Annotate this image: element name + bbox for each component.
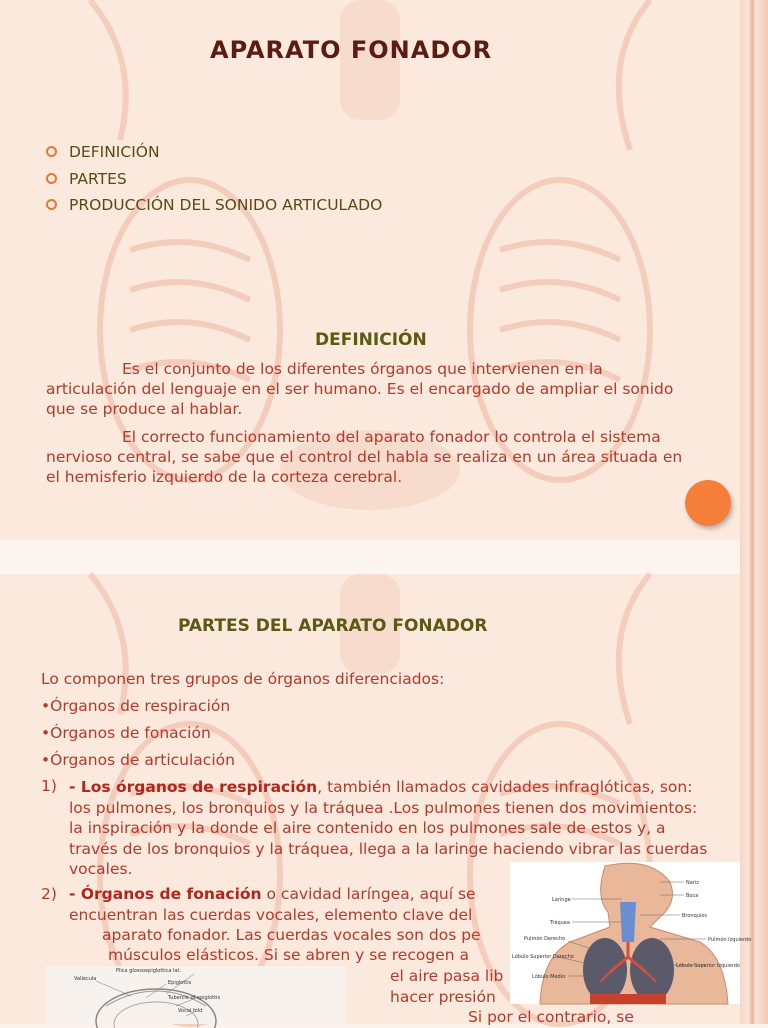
diagram-label: Lóbulo Medio [532, 974, 566, 980]
parts-intro: Lo componen tres grupos de órganos diferenciados: [41, 670, 445, 688]
diagram-label: Tráquea [550, 920, 570, 926]
diagram-label: Vocal fold [178, 1008, 203, 1014]
diagram-label: Lóbulo Superior Izquierdo [676, 963, 740, 969]
phonation-term: - Órganos de fonación [69, 885, 262, 903]
diagram-label: Pulmón Derecho [524, 936, 566, 942]
diagram-label: Lóbulo Superior Derecho [512, 954, 574, 960]
phonation-line: el aire pasa lib [390, 967, 504, 985]
phonation-line: músculos elásticos. Si se abren y se recogen a [108, 946, 469, 964]
group-item: •Órganos de fonación [41, 724, 211, 742]
diagram-label: Boca [686, 893, 699, 899]
larynx-diagram [46, 966, 346, 1024]
respiration-paragraph: - Los órganos de respiración, también llamados cavidades infraglóticas, son: los pulmones, los bronquios y la tráquea .Los pulmones tienen dos movimientos: la inspiración y la donde el aire contenido en los pulmones sale de estos y, a través de los bronquios y la tráquea, llega a la laringe haciendo vibrar las cuerdas vocales. [69, 778, 708, 878]
diagram-label: Tubercle of epiglottis [168, 995, 221, 1001]
bullet-ring-icon [46, 173, 57, 184]
definition-heading: DEFINICIÓN [315, 330, 427, 350]
parts-heading: PARTES DEL APARATO FONADOR [178, 616, 488, 636]
item-number: 1) [41, 777, 57, 795]
diagram-label: Epiglottis [168, 980, 192, 986]
bullet-ring-icon [46, 199, 57, 210]
larynx-diagram-svg [46, 966, 346, 1024]
phonation-line: aparato fonador. Las cuerdas vocales son dos pe [102, 926, 481, 944]
phonation-line: encuentran las cuerdas vocales, elemento clave del [69, 906, 473, 924]
group-item: •Órganos de articulación [41, 751, 235, 769]
respiration-term: - Los órganos de respiración [69, 778, 318, 796]
definition-paragraph: Es el conjunto de los diferentes órganos que intervienen en la articulación del lenguaje en el ser humano. Es el encargado de ampliar el sonido que se produce al hablar. [46, 360, 674, 418]
respiratory-diagram-svg [510, 862, 752, 1004]
definition-paragraph: El correcto funcionamiento del aparato fonador lo controla el sistema nervioso central, se sabe que el control del habla se realiza en un área situada en el hemisferio izquierdo de la corteza cerebral. [46, 428, 683, 486]
phonation-line: - Órganos de fonación o cavidad laríngea, aquí se [69, 885, 476, 903]
orange-circle-decoration [685, 480, 731, 526]
respiratory-system-diagram [510, 862, 752, 1004]
diagram-label: Bronquios [682, 913, 707, 919]
group-item: •Órganos de respiración [41, 697, 231, 715]
item-number: 2) [41, 885, 57, 903]
bullet-ring-icon [46, 146, 57, 157]
diagram-label: Vallecula [74, 976, 97, 982]
slide-title: APARATO FONADOR [210, 36, 493, 64]
right-decorative-stripe [740, 0, 768, 1024]
diagram-label: Pulmón Izquierdo [708, 937, 752, 943]
phonation-line: hacer presión [390, 988, 496, 1006]
diagram-label: Laringe [552, 897, 571, 903]
diagram-label: Plica glossoepiglottica lat. [116, 968, 182, 974]
slide-gap [0, 540, 740, 574]
diagram-label: Nariz [686, 880, 699, 886]
phonation-line: Si por el contrario, se [468, 1008, 634, 1026]
